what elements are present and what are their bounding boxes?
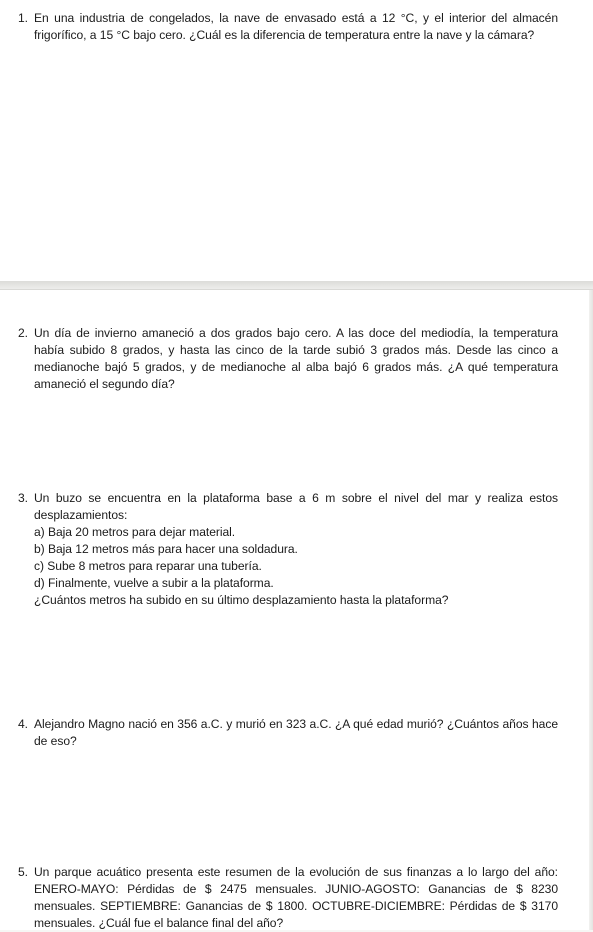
question-2	[18, 325, 558, 393]
question-item-d: d) Finalmente, vuelve a subir a la plataforma.	[34, 576, 274, 590]
question-item-c: c) Sube 8 metros para reparar una tubería.	[34, 559, 262, 573]
question-text: Un día de invierno amaneció a dos grados bajo cero. A las doce del mediodía, la temperatura había subido 8 grados, y hasta las cinco de la tarde subió 3 grados más. Desde las cinco a medianoche bajó 5 grados, y de medianoche al alba bajó 6 grados más. ¿A qué temperatura amaneció el segundo día?	[34, 326, 558, 391]
question-item-a: a) Baja 20 metros para dejar material.	[34, 525, 236, 539]
question-text: Un buzo se encuentra en la plataforma base a 6 m sobre el nivel del mar y realiza estos desplazamientos:	[34, 491, 558, 522]
question-text: Un parque acuático presenta este resumen de la evolución de sus finanzas a lo largo del año: ENERO-MAYO: Pérdidas de $ 2475 mensuales. JUNIO-AGOSTO: Ganancias de $ 8230 mensuales. SEPTIEMBRE: Ganancias de $ 1800. OCTUBRE-DICIEMBRE: Pérdidas de $ 3170 mensuales. ¿Cuál fue el balance final del año?	[34, 865, 558, 930]
question-final-ask: ¿Cuántos metros ha subido en su último desplazamiento hasta la plataforma?	[34, 593, 449, 607]
question-number: 4.	[18, 717, 28, 731]
question-number: 5.	[18, 865, 28, 879]
question-number: 3.	[18, 491, 28, 505]
question-1	[18, 10, 558, 44]
question-number: 1.	[18, 11, 28, 25]
question-3	[18, 490, 558, 609]
page-gap	[0, 281, 593, 289]
question-item-b: b) Baja 12 metros más para hacer una soldadura.	[34, 542, 298, 556]
question-text: Alejandro Magno nació en 356 a.C. y murió en 323 a.C. ¿A qué edad murió? ¿Cuántos años hace de eso?	[34, 717, 558, 748]
question-number: 2.	[18, 326, 28, 340]
question-content	[34, 490, 558, 609]
question-text: En una industria de congelados, la nave de envasado está a 12 °C, y el interior del almacén frigorífico, a 15 °C bajo cero. ¿Cuál es la diferencia de temperatura entre la nave y la cámara?	[34, 11, 558, 42]
question-5	[18, 864, 558, 932]
question-4	[18, 716, 558, 750]
page-edge	[589, 290, 593, 930]
